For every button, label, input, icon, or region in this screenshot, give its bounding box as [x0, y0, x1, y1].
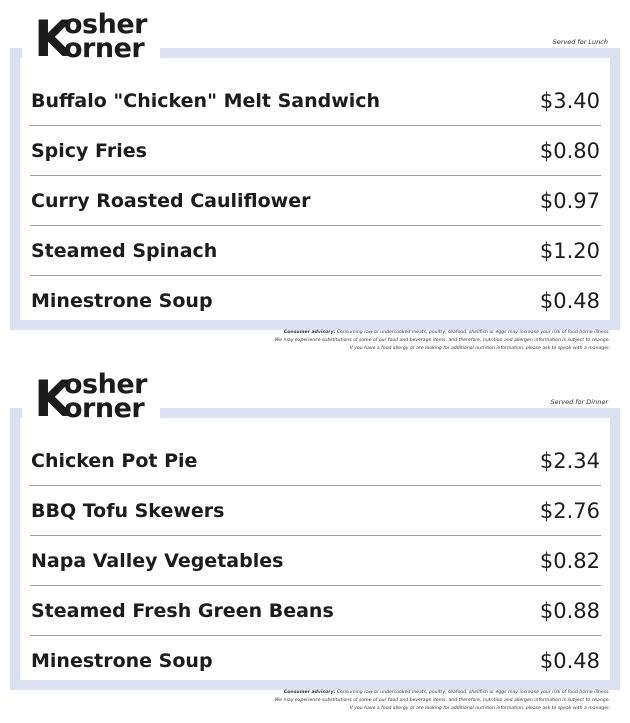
- advisory-label: Consumer advisory:: [283, 690, 336, 695]
- logo-word-2: orner: [64, 33, 145, 64]
- menu-item: [30, 276, 601, 326]
- logo-initial: K: [34, 10, 73, 68]
- item-price: $0.97: [539, 188, 600, 213]
- menu-item: [30, 436, 601, 486]
- item-price: $1.20: [539, 238, 600, 263]
- served-label: Served for Dinner: [550, 398, 608, 406]
- menu-item: [30, 536, 601, 586]
- logo-word-1: osher: [64, 9, 147, 40]
- advisory-line-3: If you have a food allergy or are looking for additional nutrition information, please ask to speak with a manager.: [349, 346, 610, 351]
- item-price: $0.88: [539, 598, 600, 623]
- advisory-line-1: [190, 329, 610, 337]
- advisory-line-3: If you have a food allergy or are looking for additional nutrition information, please ask to speak with a manager.: [349, 706, 610, 711]
- logo-word-1: osher: [64, 369, 147, 400]
- item-price: $0.82: [539, 548, 600, 573]
- item-name: Buffalo "Chicken" Melt Sandwich: [31, 89, 381, 112]
- menu-item: [30, 486, 601, 536]
- item-name: Curry Roasted Cauliflower: [31, 189, 311, 212]
- consumer-advisory: [190, 329, 610, 353]
- kosher-korner-logo: [34, 370, 164, 426]
- item-name: Napa Valley Vegetables: [31, 549, 284, 572]
- item-price: $2.76: [539, 498, 600, 523]
- kosher-korner-logo: [34, 10, 164, 66]
- item-name: Minestrone Soup: [31, 650, 213, 672]
- menu-item: [30, 226, 601, 276]
- advisory-line-1: [190, 689, 610, 697]
- menu-item: [30, 126, 601, 176]
- item-name: Steamed Fresh Green Beans: [31, 599, 334, 622]
- item-name: BBQ Tofu Skewers: [31, 499, 225, 522]
- item-price: $2.34: [539, 448, 600, 473]
- item-name: Steamed Spinach: [31, 239, 218, 262]
- logo-word-2: orner: [64, 393, 145, 424]
- item-price: $0.48: [539, 289, 600, 313]
- item-price: $0.48: [539, 649, 600, 673]
- advisory-text: Consuming raw or undercooked meats, poultry, seafood, shellfish or eggs may increase your risk of food borne illness.: [336, 330, 610, 335]
- item-name: Spicy Fries: [31, 139, 147, 162]
- menu-items: [30, 436, 601, 686]
- consumer-advisory: [190, 689, 610, 713]
- advisory-text: Consuming raw or undercooked meats, poultry, seafood, shellfish or eggs may increase your risk of food borne illness.: [336, 690, 610, 695]
- item-price: $0.80: [539, 138, 600, 163]
- item-name: Minestrone Soup: [31, 290, 213, 312]
- item-price: $3.40: [539, 88, 600, 113]
- menu-items: [30, 76, 601, 326]
- menu-item: [30, 176, 601, 226]
- logo-initial: K: [34, 370, 73, 428]
- served-label: Served for Lunch: [552, 38, 608, 46]
- advisory-label: Consumer advisory:: [283, 330, 336, 335]
- advisory-line-2: We may experience substitutions of some of our food and beverage items, and therefore, nutrition and allergen information is subject to change.: [274, 338, 610, 343]
- menu-item: [30, 586, 601, 636]
- advisory-line-2: We may experience substitutions of some of our food and beverage items, and therefore, nutrition and allergen information is subject to change.: [274, 698, 610, 703]
- menu-item: [30, 76, 601, 126]
- item-name: Chicken Pot Pie: [31, 449, 198, 472]
- menu-item: [30, 636, 601, 686]
